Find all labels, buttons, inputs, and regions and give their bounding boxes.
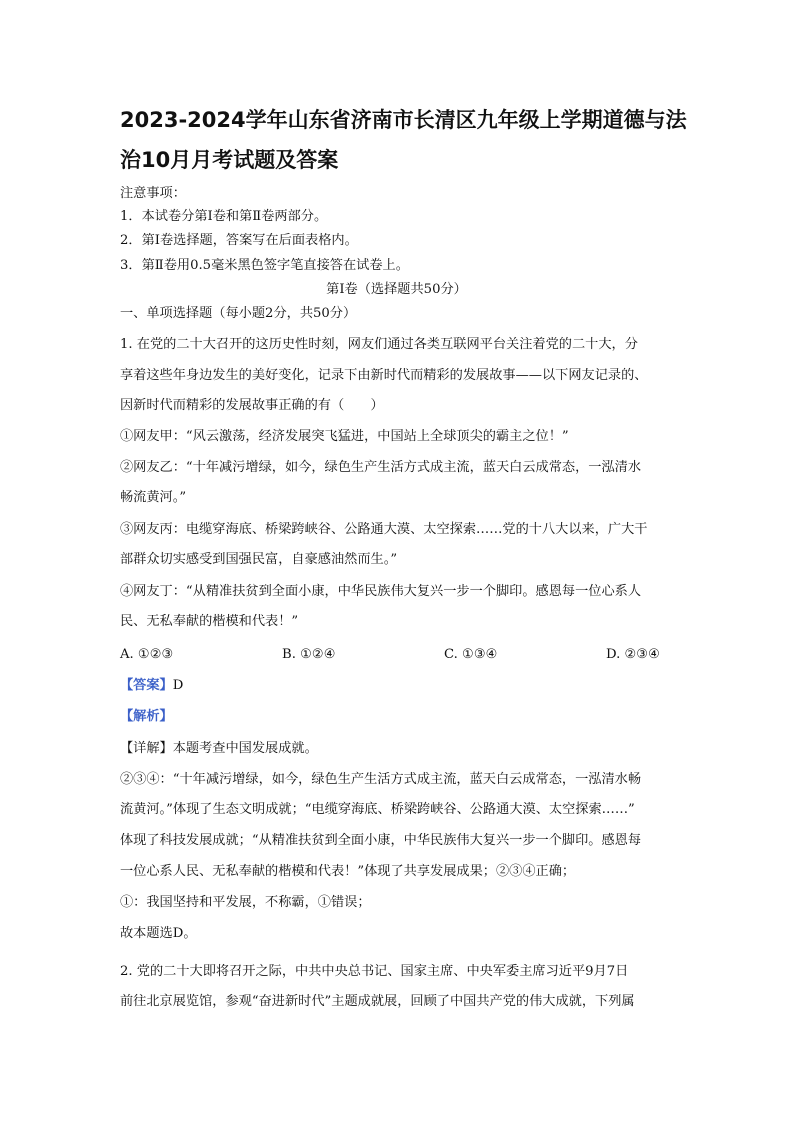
notice-item: 2．第Ⅰ卷选择题，答案写在后面表格内。 — [120, 233, 358, 248]
q1-statement-line: ①网友甲：“风云激荡，经济发展突飞猛进，中国站上全球顶尖的霸主之位！” — [120, 429, 569, 444]
q1-analysis — [120, 707, 680, 727]
q1-stem-line: 1. 在党的二十大召开的这历史性时刻，网友们通过各类互联网平台关注着党的二十大，分 — [120, 337, 638, 352]
q1-detail-line: ①：我国坚持和平发展，不称霸，①错误； — [120, 895, 371, 910]
notice-heading: 注意事项： — [120, 186, 186, 201]
q1-option-d: D. ②③④ — [606, 647, 660, 662]
detail-text: 本题考查中国发展成就。 — [172, 741, 318, 756]
q1-statement-line: 部群众切实感受到国强民富，自豪感油然而生。” — [120, 552, 398, 567]
q1-detail — [120, 739, 680, 759]
q1-detail-line: ②③④：“十年减污增绿，如今，绿色生产生活方式成主流，蓝天白云成常态，一泓清水畅 — [120, 772, 642, 787]
q1-detail-line: 故本题选D。 — [120, 926, 197, 941]
q1-statement-line: ③网友丙：电缆穿海底、桥梁跨峡谷、公路通大漠、太空探索……党的十八大以来，广大干 — [120, 522, 648, 537]
q1-statement-line: 民、无私奉献的楷模和代表！” — [120, 614, 299, 629]
q1-answer — [120, 676, 680, 696]
detail-tag: 【详解】 — [120, 741, 173, 756]
q1-detail-line: 体现了科技发展成就；“从精准扶贫到全面小康，中华民族伟大复兴一步一个脚印。感恩每 — [120, 833, 642, 848]
q1-detail-line: 一位心系人民、无私奉献的楷模和代表！”体现了共享发展成果；②③④正确； — [120, 864, 576, 879]
q1-detail-line: 流黄河。”体现了生态文明成就；“电缆穿海底、桥梁跨峡谷、公路通大漠、太空探索……” — [120, 802, 635, 817]
q1-stem-line: 因新时代而精彩的发展故事正确的有（ ） — [120, 398, 384, 413]
q2-stem-line: 前往北京展览馆，参观“奋进新时代”主题成就展，回顾了中国共产党的伟大成就，下列属 — [120, 994, 635, 1009]
answer-value: D — [172, 678, 184, 693]
q1-stem-line: 享着这些年身边发生的美好变化，记录下由新时代而精彩的发展故事——以下网友记录的、 — [120, 368, 648, 383]
document-title-line-1: 2023-2024学年山东省济南市长清区九年级上学期道德与法 — [120, 108, 687, 132]
part-title: 一、单项选择题（每小题2分，共50分） — [120, 306, 357, 321]
notice-item: 1．本试卷分第Ⅰ卷和第Ⅱ卷两部分。 — [120, 209, 328, 224]
q1-statement-line: ④网友丁：“从精准扶贫到全面小康，中华民族伟大复兴一步一个脚印。感恩每一位心系人 — [120, 584, 642, 599]
document-title-line-2: 治10月月考试题及答案 — [120, 148, 339, 172]
notice-item: 3．第Ⅱ卷用0.5毫米黑色签字笔直接答在试卷上。 — [120, 258, 409, 273]
volume-title: 第Ⅰ卷（选择题共50分） — [326, 282, 467, 297]
q2-stem-line: 2. 党的二十大即将召开之际，中共中央总书记、国家主席、中央军委主席习近平9月7日 — [120, 964, 629, 979]
answer-tag: 【答案】 — [120, 678, 173, 693]
q1-option-c: C. ①③④ — [444, 647, 498, 662]
q1-option-a: A. ①②③ — [120, 647, 174, 662]
q1-statement-line: ②网友乙：“十年减污增绿，如今，绿色生产生活方式成主流，蓝天白云成常态，一泓清水 — [120, 460, 642, 475]
q1-statement-line: 畅流黄河。” — [120, 490, 187, 505]
q1-option-b: B. ①②④ — [282, 647, 336, 662]
analysis-tag: 【解析】 — [120, 709, 173, 724]
